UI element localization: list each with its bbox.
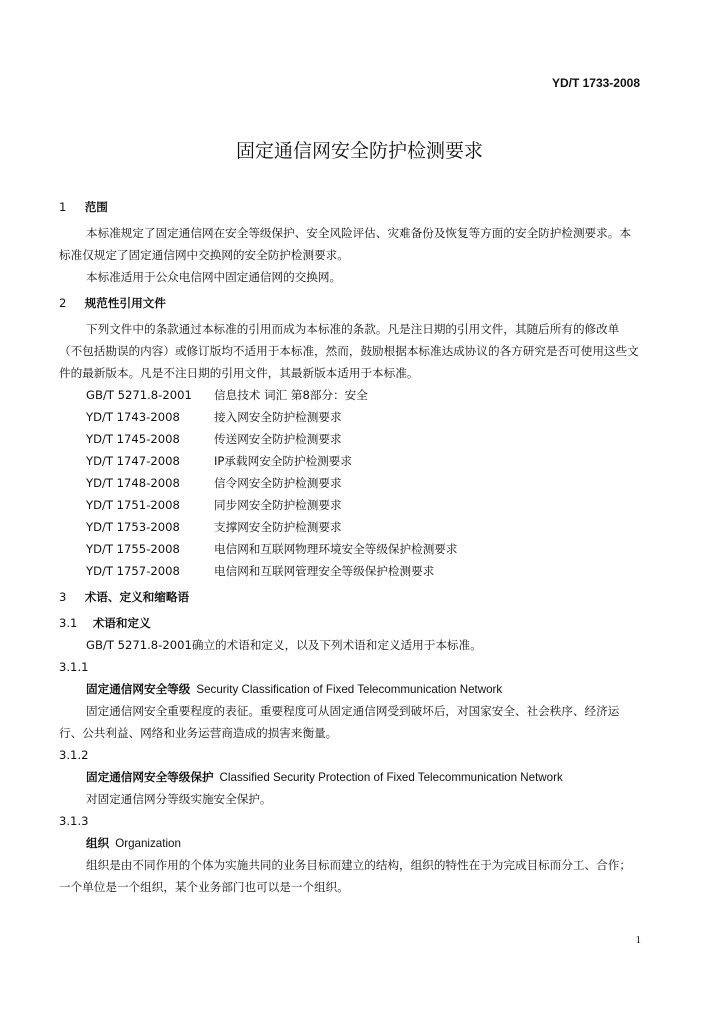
- reference-code: YD/T 1757-2008: [86, 564, 180, 578]
- reference-title: 电信网和互联网管理安全等级保护检测要求: [214, 564, 435, 578]
- reference-code: YD/T 1755-2008: [86, 542, 180, 556]
- document-body: [59, 196, 639, 898]
- document-title: 固定通信网安全防护检测要求: [235, 140, 483, 162]
- reference-item: [59, 560, 639, 582]
- term-number: 3.1.2: [59, 748, 89, 762]
- reference-item: [59, 516, 639, 538]
- reference-item: [59, 450, 639, 472]
- subsection-number: 3.1: [59, 616, 78, 630]
- paragraph: 下列文件中的条款通过本标准的引用而成为本标准的条款。凡是注日期的引用文件，其随后所有的修改单（不包括勘误的内容）或修订版均不适用于本标准，然而，鼓励根据本标准达成协议的各方研究是否可使用这些文件的最新版本。凡是不注日期的引用文件，其最新版本适用于本标准。: [59, 322, 639, 380]
- term-number: 3.1.3: [59, 814, 89, 828]
- term-number: 3.1.1: [59, 660, 89, 674]
- reference-item: [59, 538, 639, 560]
- paragraph: 本标准适用于公众电信网中固定通信网的交换网。: [86, 270, 342, 284]
- paragraph: 本标准规定了固定通信网在安全等级保护、安全风险评估、灾难备份及恢复等方面的安全防护检测要求。本标准仅规定了固定通信网中交换网的安全防护检测要求。: [59, 226, 631, 262]
- reference-title: IP承载网安全防护检测要求: [214, 454, 352, 468]
- term-en: Organization: [115, 837, 181, 850]
- reference-item: [59, 384, 639, 406]
- section-title: 规范性引用文件: [84, 296, 166, 310]
- section-2-heading: [59, 292, 639, 314]
- reference-title: 接入网安全防护检测要求: [214, 410, 342, 424]
- term-definition: 固定通信网安全重要程度的表征。重要程度可从固定通信网受到破坏后，对国家安全、社会秩序、经济运行、公共利益、网络和业务运营商造成的损害来衡量。: [59, 704, 620, 740]
- paragraph: GB/T 5271.8-2001确立的术语和定义，以及下列术语和定义适用于本标准。: [86, 638, 482, 652]
- standard-code: YD/T 1733-2008: [551, 76, 640, 90]
- reference-code: YD/T 1751-2008: [86, 498, 180, 512]
- section-3-heading: [59, 586, 639, 608]
- subsection-title: 术语和定义: [92, 616, 151, 630]
- term-zh: 组织: [86, 836, 110, 850]
- term-definition: 组织是由不同作用的个体为实施共同的业务目标而建立的结构，组织的特性在于为完成目标而分工、合作；一个单位是一个组织，某个业务部门也可以是一个组织。: [59, 858, 631, 894]
- term-en: Security Classification of Fixed Telecommunication Network: [196, 683, 503, 696]
- term-en: Classified Security Protection of Fixed Telecommunication Network: [219, 771, 563, 784]
- term-heading: [59, 766, 639, 788]
- section-1-heading: [59, 196, 639, 218]
- reference-title: 同步网安全防护检测要求: [214, 498, 342, 512]
- section-number: 2: [59, 296, 67, 310]
- reference-title: 支撑网安全防护检测要求: [214, 520, 342, 534]
- reference-code: YD/T 1748-2008: [86, 476, 180, 490]
- reference-item: [59, 494, 639, 516]
- term-definition: 对固定通信网分等级实施安全保护。: [86, 792, 272, 806]
- reference-code: YD/T 1745-2008: [86, 432, 180, 446]
- reference-title: 电信网和互联网物理环境安全等级保护检测要求: [214, 542, 458, 556]
- section-number: 1: [59, 200, 67, 214]
- page-number: 1: [635, 934, 641, 946]
- section-title: 范围: [84, 200, 108, 214]
- reference-item: [59, 406, 639, 428]
- subsection-3-1-heading: [59, 612, 639, 634]
- reference-item: [59, 472, 639, 494]
- reference-title: 传送网安全防护检测要求: [214, 432, 342, 446]
- reference-title: 信息技术 词汇 第8部分：安全: [214, 388, 368, 402]
- term-heading: [59, 678, 639, 700]
- term-zh: 固定通信网安全等级: [86, 682, 191, 696]
- reference-title: 信令网安全防护检测要求: [214, 476, 342, 490]
- term-heading: [59, 832, 639, 854]
- reference-code: YD/T 1743-2008: [86, 410, 180, 424]
- reference-code: GB/T 5271.8-2001: [86, 388, 192, 402]
- reference-code: YD/T 1753-2008: [86, 520, 180, 534]
- reference-code: YD/T 1747-2008: [86, 454, 180, 468]
- section-title: 术语、定义和缩略语: [84, 590, 190, 604]
- term-zh: 固定通信网安全等级保护: [86, 770, 214, 784]
- section-number: 3: [59, 590, 67, 604]
- reference-item: [59, 428, 639, 450]
